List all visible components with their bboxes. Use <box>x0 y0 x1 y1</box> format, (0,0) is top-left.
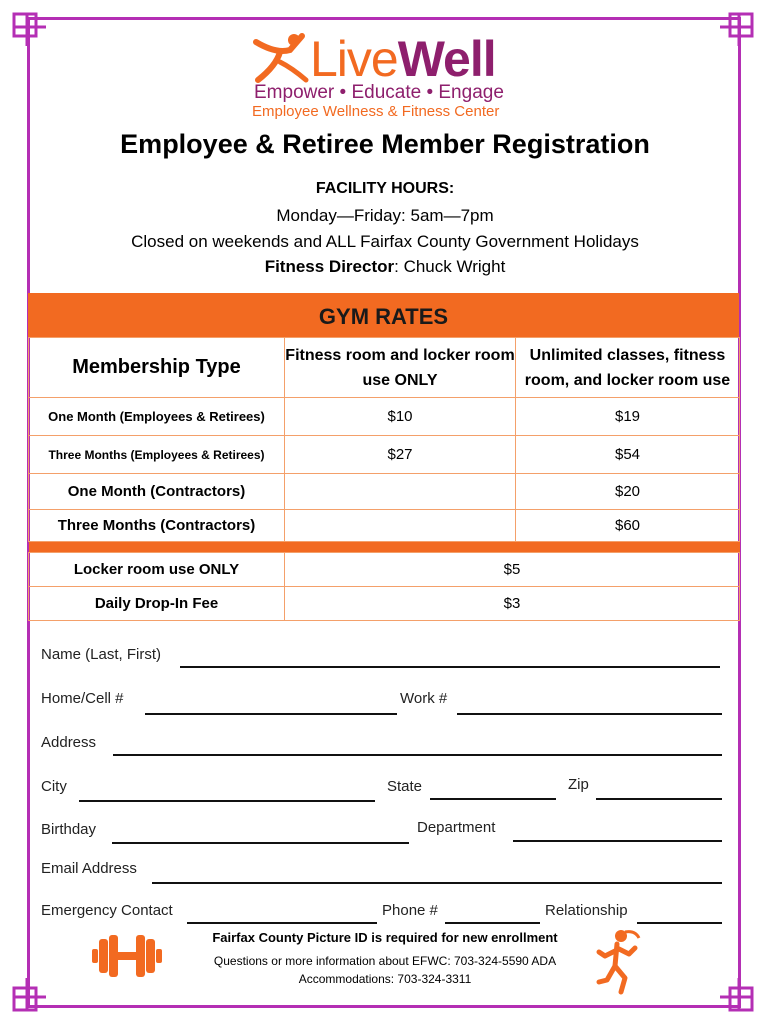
work-label: Work # <box>400 690 448 707</box>
corner-ornament-top-right <box>718 12 754 48</box>
corner-ornament-top-left <box>12 12 48 48</box>
phone-label: Phone # <box>382 902 438 919</box>
page-title: Employee & Retiree Member Registration <box>120 129 650 159</box>
address-label: Address <box>41 734 97 751</box>
home-cell-label: Home/Cell # <box>41 690 124 707</box>
city-field[interactable] <box>79 800 375 802</box>
work-field[interactable] <box>457 713 722 715</box>
table-divider <box>29 542 740 553</box>
contact-info: Questions or more information about EFWC: 703-324-5590 ADA <box>213 954 557 968</box>
department-label: Department <box>417 819 496 836</box>
accommodations-info: Accommodations: 703-324-3311 <box>298 972 472 986</box>
runner-icon <box>595 928 645 996</box>
relationship-label: Relationship <box>545 902 628 919</box>
fitness-director: Fitness Director: Chuck Wright <box>264 257 506 276</box>
city-label: City <box>41 778 67 795</box>
relationship-field[interactable] <box>637 922 722 924</box>
dumbbell-icon <box>92 933 162 979</box>
home-cell-field[interactable] <box>145 713 397 715</box>
table-row: Three Months (Contractors) $60 <box>29 510 740 542</box>
name-label: Name (Last, First) <box>41 646 162 663</box>
state-label: State <box>387 778 423 795</box>
facility-closed-note: Closed on weekends and ALL Fairfax County Government Holidays <box>131 232 639 251</box>
logo-subtitle: Employee Wellness & Fitness Center <box>252 103 500 120</box>
address-field[interactable] <box>113 754 722 756</box>
email-field[interactable] <box>152 882 722 884</box>
logo-tagline: Empower • Educate • Engage <box>254 82 504 103</box>
logo-wordmark: LiveWell <box>310 31 496 87</box>
facility-hours-label: FACILITY HOURS: <box>315 180 455 197</box>
table-row: One Month (Contractors) $20 <box>29 474 740 510</box>
name-field[interactable] <box>180 666 720 668</box>
state-field[interactable] <box>430 798 556 800</box>
gym-rates-heading: GYM RATES <box>28 293 739 337</box>
header-unlimited: Unlimited classes, fitness room, and locker room use <box>516 338 740 398</box>
email-label: Email Address <box>41 860 137 877</box>
birthday-label: Birthday <box>41 821 97 838</box>
header-membership-type: Membership Type <box>29 338 285 398</box>
header-fitness-room: Fitness room and locker room use ONLY <box>285 338 516 398</box>
table-row: Three Months (Employees & Retirees) $27 $54 <box>29 436 740 474</box>
emergency-contact-label: Emergency Contact <box>41 902 173 919</box>
department-field[interactable] <box>513 840 722 842</box>
zip-label: Zip <box>568 776 589 793</box>
zip-field[interactable] <box>596 798 722 800</box>
phone-field[interactable] <box>445 922 540 924</box>
table-row: Daily Drop-In Fee $3 <box>29 587 740 621</box>
gym-rates-table <box>28 293 739 621</box>
livewell-logo <box>250 28 520 123</box>
picture-id-notice: Fairfax County Picture ID is required for new enrollment <box>212 930 558 945</box>
emergency-contact-field[interactable] <box>187 922 377 924</box>
facility-hours-days: Monday—Friday: 5am—7pm <box>276 206 494 225</box>
table-row: Locker room use ONLY $5 <box>29 553 740 587</box>
figure-icon <box>250 32 312 84</box>
table-row: One Month (Employees & Retirees) $10 $19 <box>29 398 740 436</box>
birthday-field[interactable] <box>112 842 409 844</box>
